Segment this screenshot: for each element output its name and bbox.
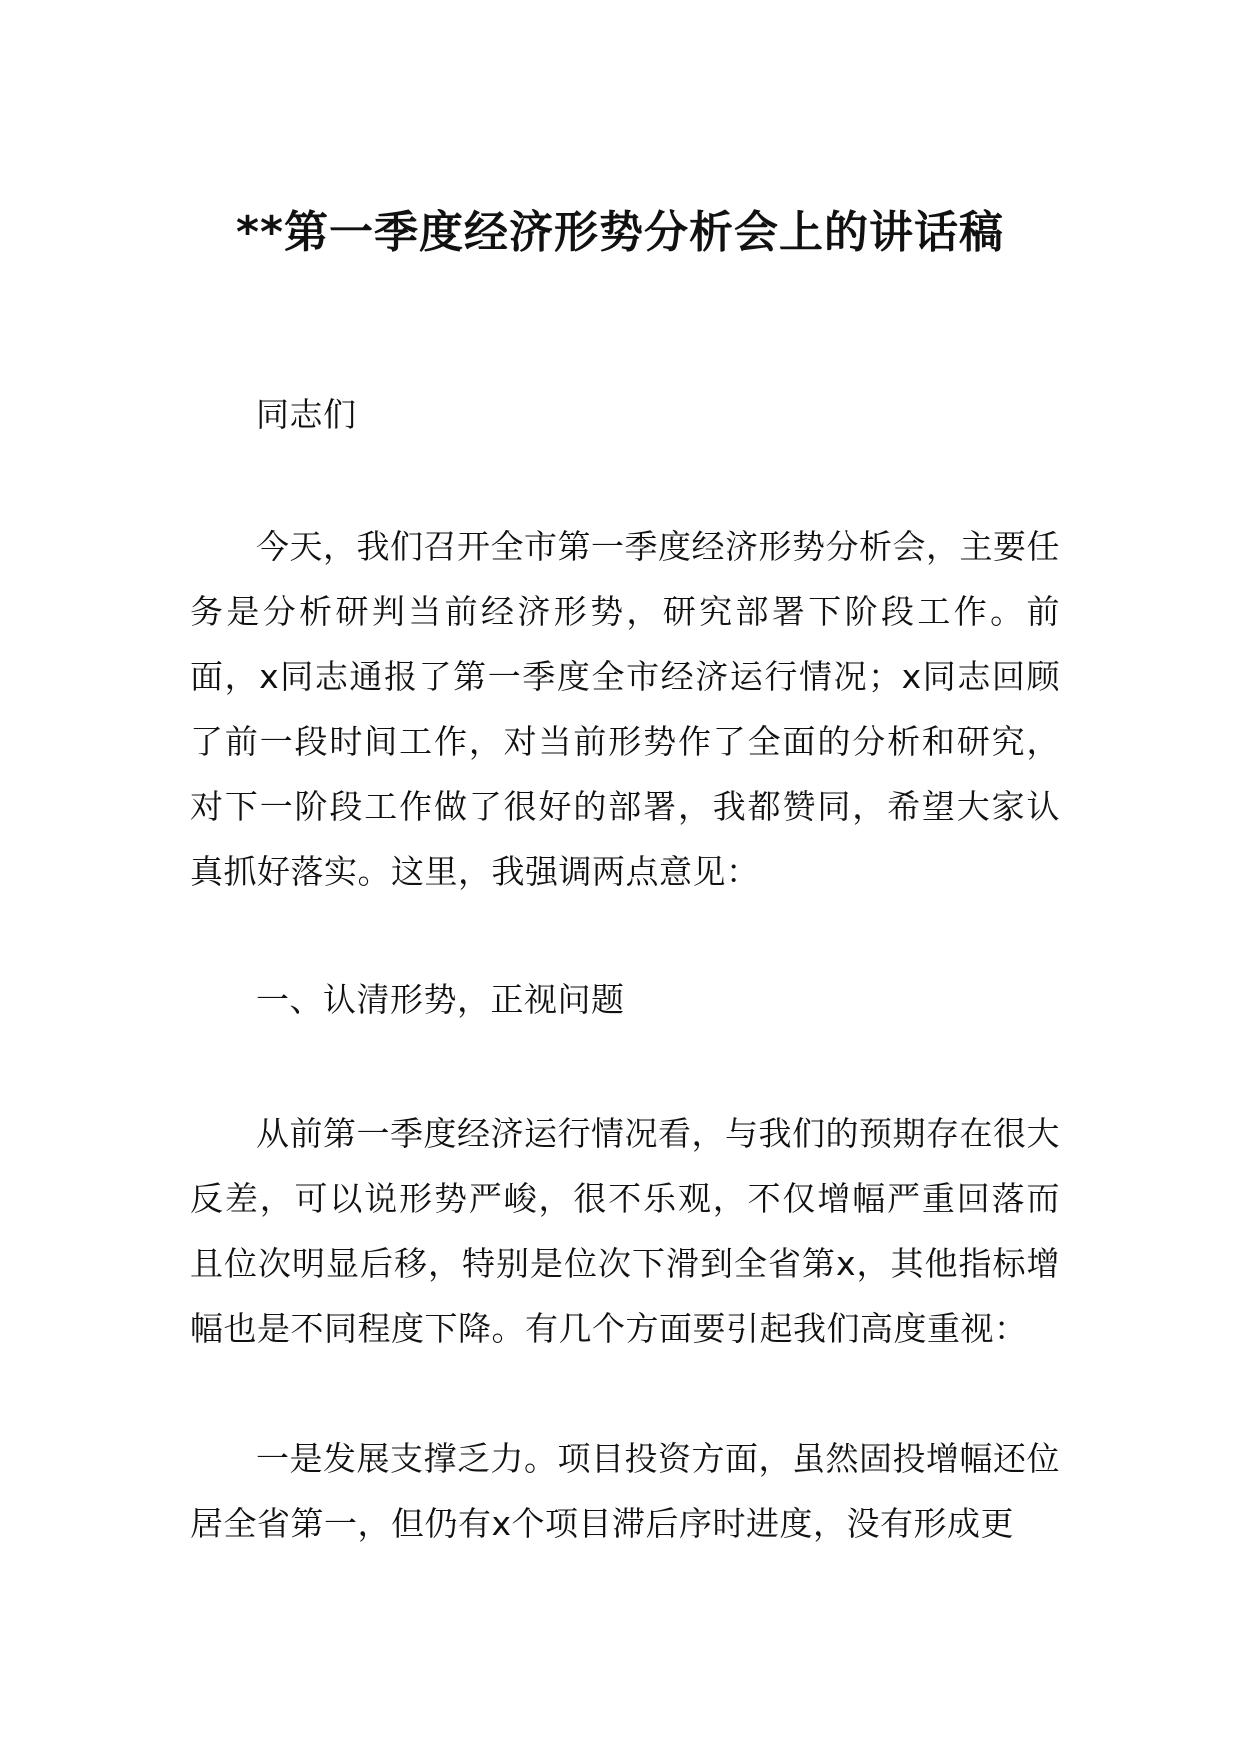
section-1-paragraph: 从前第一季度经济运行情况看，与我们的预期存在很大反差，可以说形势严峻，很不乐观，不仅增幅严重回落而且位次明显后移，特别是位次下滑到全省第x，其他指标增幅也是不同程度下降。有几个方面要引起我们高度重视： — [190, 1114, 1060, 1348]
intro-paragraph: 今天，我们召开全市第一季度经济形势分析会，主要任务是分析研判当前经济形势，研究部署下阶段工作。前面，x同志通报了第一季度全市经济运行情况；x同志回顾了前一段时间工作，对当前形势作了全面的分析和研究，对下一阶段工作做了很好的部署，我都赞同，希望大家认真抓好落实。这里，我强调两点意见： — [190, 527, 1060, 891]
section-heading-1: 一、认清形势，正视问题 — [256, 980, 625, 1019]
document-title: **第一季度经济形势分析会上的讲话稿 — [235, 207, 1005, 258]
point-1-paragraph: 一是发展支撑乏力。项目投资方面，虽然固投增幅还位居全省第一，但仍有x个项目滞后序时进度，没有形成更 — [190, 1439, 1060, 1543]
salutation: 同志们 — [256, 395, 357, 434]
